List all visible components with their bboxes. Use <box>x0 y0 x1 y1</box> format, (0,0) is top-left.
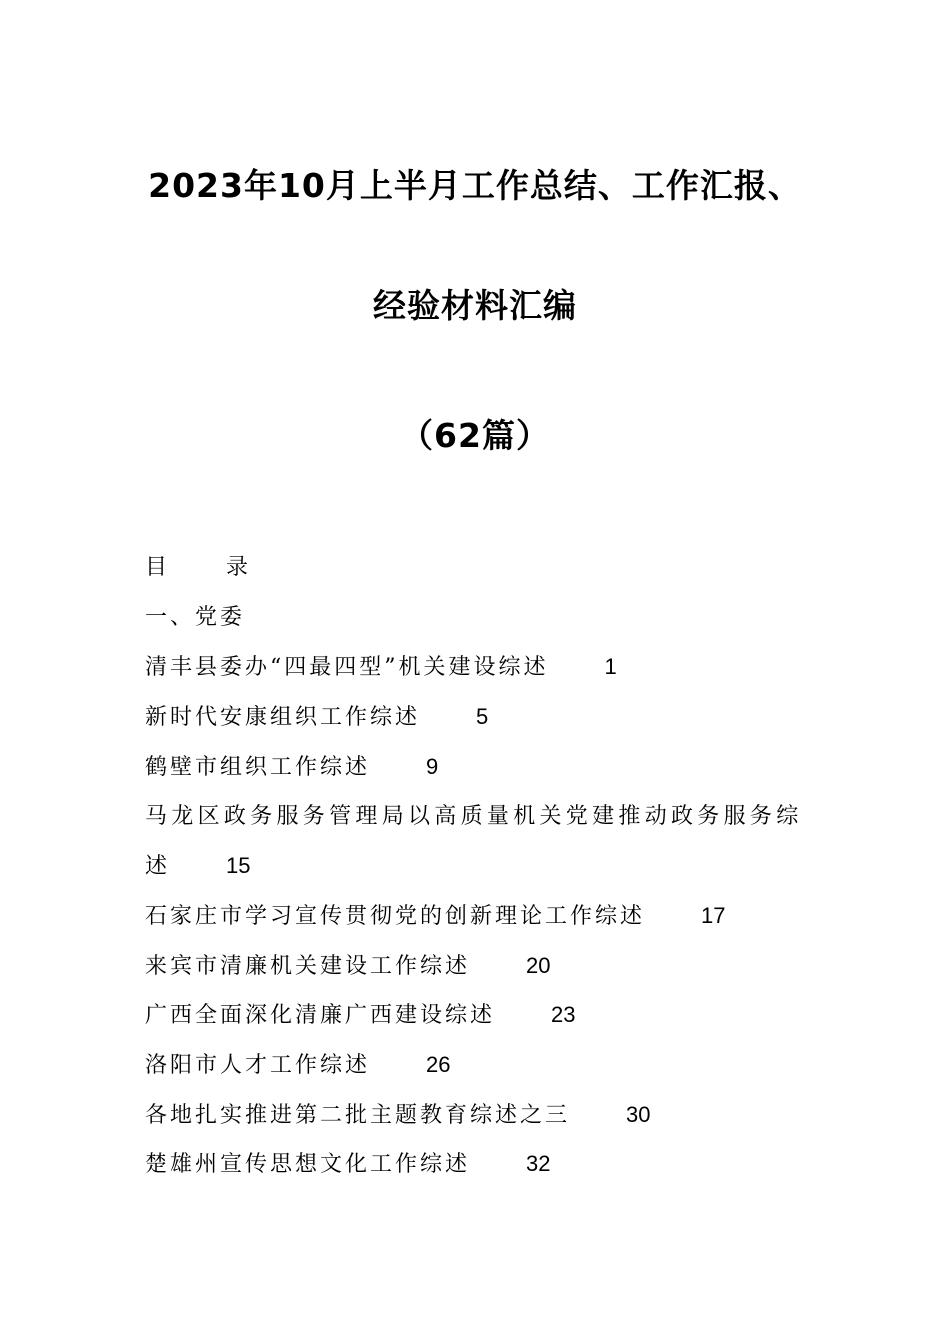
toc-entry-page: 30 <box>626 1102 651 1127</box>
toc-entry <box>145 1100 651 1131</box>
toc-entry-page: 23 <box>551 1002 576 1027</box>
toc-entry-title: 鹤壁市组织工作综述 <box>145 755 371 780</box>
toc-entry-page: 15 <box>226 853 251 878</box>
toc-heading <box>145 553 251 583</box>
toc-entry-continuation <box>145 851 251 882</box>
toc-entry-page: 26 <box>426 1052 451 1077</box>
toc-entry <box>145 1050 451 1081</box>
toc-entry <box>145 702 488 733</box>
toc-entry <box>145 1000 576 1031</box>
toc-entry <box>145 652 617 683</box>
toc-entry-page: 9 <box>426 754 439 779</box>
document-title-line-2: 经验材料汇编 <box>373 286 577 325</box>
toc-section-heading: 一、党委 <box>145 605 246 630</box>
toc-entry <box>145 901 726 932</box>
toc-entry-title: 洛阳市人才工作综述 <box>145 1053 371 1078</box>
toc-entry-title: 石家庄市学习宣传贯彻党的创新理论工作综述 <box>145 904 646 929</box>
toc-entry-title: 来宾市清廉机关建设工作综述 <box>145 954 471 979</box>
toc-entry-title: 广西全面深化清廉广西建设综述 <box>145 1003 496 1028</box>
toc-entry-title: 各地扎实推进第二批主题教育综述之三 <box>145 1103 571 1128</box>
toc-heading-char-2: 录 <box>226 555 252 580</box>
document-count: （62篇） <box>400 416 550 455</box>
toc-entry-page: 32 <box>526 1151 551 1176</box>
toc-entry-page: 17 <box>701 903 726 928</box>
toc-entry <box>145 802 803 832</box>
toc-entry-page: 5 <box>476 704 489 729</box>
toc-entry-title-continued: 述 <box>145 854 171 879</box>
toc-entry-page: 1 <box>604 654 617 679</box>
toc-entry-title: 清丰县委办“四最四型”机关建设综述 <box>145 655 549 680</box>
toc-entry <box>145 752 438 783</box>
toc-entry <box>145 1149 551 1180</box>
document-title-line-1: 2023年10月上半月工作总结、工作汇报、 <box>148 166 802 205</box>
toc-entry <box>145 951 551 982</box>
toc-entry-page: 20 <box>526 953 551 978</box>
toc-entry-title: 马龙区政务服务管理局以高质量机关党建推动政务服务综 <box>145 804 803 829</box>
toc-heading-char-1: 目 <box>145 555 171 580</box>
toc-entry-title: 新时代安康组织工作综述 <box>145 705 421 730</box>
toc-entry-title: 楚雄州宣传思想文化工作综述 <box>145 1152 471 1177</box>
